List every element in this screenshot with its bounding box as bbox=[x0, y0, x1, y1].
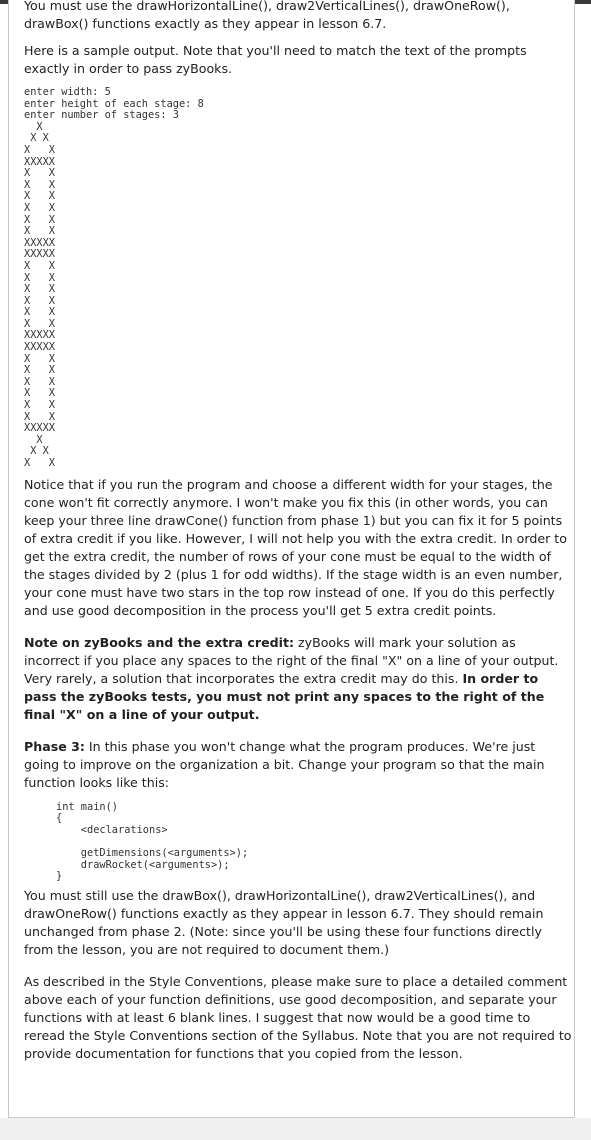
phase3-body: In this phase you won't change what the program produces. We're just going to improve on the organization a bit. Change your program so that the main function looks like this: bbox=[24, 738, 545, 790]
intro-paragraph: You must use the drawHorizontalLine(), draw2VerticalLines(), drawOneRow(), drawBox() functions exactly as they appear in lesson 6.7. bbox=[24, 0, 510, 31]
sample-intro-paragraph: Here is a sample output. Note that you'll need to match the text of the prompts exactly in order to pass zyBooks. bbox=[24, 43, 527, 76]
zybooks-note-body: zyBooks will mark your solution as incorrect if you place any spaces to the right of the final "X" on a line of your output. Very rarely, a solution that incorporates the extra credit may do this. bbox=[24, 634, 559, 686]
phase3-heading: Phase 3: bbox=[24, 738, 85, 754]
extra-credit-notice-paragraph: Notice that if you run the program and choose a different width for your stages, the cone won't fit correctly anymore. I won't make you fix this (in other words, you can keep your three line drawCone() function from phase 1) but you can fix it for 5 points of extra credit if you like. However, I will not help you with the extra credit. In order to get the extra credit, the number of rows of your cone must be equal to the width of the stages divided by 2 (plus 1 for odd widths). If the stage width is an even number, your cone must have two stars in the top row instead of one. If you do this perfectly and use good decomposition in the process you'll get 5 extra credit points. bbox=[24, 476, 567, 618]
functions-requirement-paragraph: You must still use the drawBox(), drawHorizontalLine(), draw2VerticalLines(), and drawOneRow() functions exactly as they appear in lesson 6.7. They should remain unchanged from phase 2. (Note: since you'll be using these four functions directly from the lesson, you are not required to document them.) bbox=[24, 887, 544, 957]
zybooks-note-emphasis: In order to pass the zyBooks tests, you must not print any spaces to the right of the final "X" on a line of your output. bbox=[24, 670, 545, 722]
assignment-content bbox=[24, 0, 572, 1063]
phase3-paragraph bbox=[24, 738, 572, 792]
zybooks-note-paragraph bbox=[24, 634, 572, 724]
sample-output-block: enter width: 5 enter height of each stage: 8 enter number of stages: 3 X X X X X XXXXX X X X X X X X X X X X X XXXXX XXXXX X X X X X X X X X X X X XXXXX XXXXX X X X X X X X X X X X X XXXXX X X X X X bbox=[24, 86, 204, 469]
zybooks-note-heading: Note on zyBooks and the extra credit: bbox=[24, 634, 294, 650]
main-function-code-block: int main() { <declarations> getDimensions(<arguments>); drawRocket(<arguments>); } bbox=[56, 800, 249, 883]
style-conventions-paragraph: As described in the Style Conventions, please make sure to place a detailed comment above each of your function definitions, use good decomposition, and separate your functions with at least 6 blank lines. I suggest that now would be a good time to reread the Style Conventions section of the Syllabus. Note that you are not required to provide documentation for functions that you copied from the lesson. bbox=[24, 973, 572, 1061]
page-bottom-margin bbox=[0, 1118, 591, 1140]
